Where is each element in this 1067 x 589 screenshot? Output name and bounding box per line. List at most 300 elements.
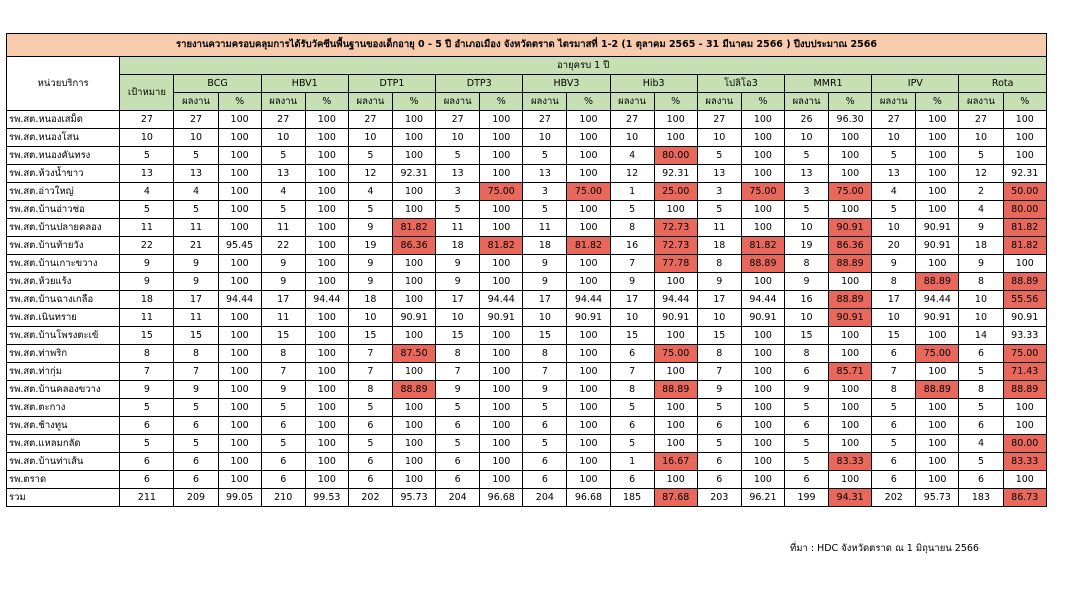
vaccine-header: BCG: [174, 75, 261, 93]
target-cell: 6: [120, 453, 174, 471]
unit-name-cell: รพ.ตราด: [7, 471, 120, 489]
result-cell: 9: [436, 381, 480, 399]
percent-cell: 100: [916, 453, 959, 471]
percent-cell: 100: [654, 111, 697, 129]
percent-cell: 100: [392, 255, 435, 273]
unit-name-cell: รพ.สต.หนองคันทรง: [7, 147, 120, 165]
result-cell: 9: [523, 381, 567, 399]
percent-cell: 100: [305, 363, 348, 381]
result-cell: 6: [959, 417, 1003, 435]
percent-cell: 100: [829, 147, 872, 165]
percent-cell: 100: [305, 273, 348, 291]
result-cell: 15: [348, 327, 392, 345]
percent-cell: 100: [392, 327, 435, 345]
result-cell: 10: [436, 309, 480, 327]
percent-cell: 100: [567, 471, 610, 489]
result-cell: 19: [348, 237, 392, 255]
percent-cell: 100: [305, 453, 348, 471]
result-cell: 5: [348, 147, 392, 165]
result-cell: 9: [523, 273, 567, 291]
unit-header: หน่วยบริการ: [7, 57, 120, 111]
percent-cell: 100: [741, 273, 784, 291]
result-cell: 6: [872, 417, 916, 435]
percent-cell: 100: [916, 201, 959, 219]
result-cell: 5: [174, 435, 218, 453]
coverage-report-sheet: [6, 33, 1047, 507]
target-cell: 5: [120, 147, 174, 165]
percent-cell: 100: [305, 471, 348, 489]
result-cell: 209: [174, 489, 218, 507]
result-cell: 9: [348, 255, 392, 273]
percent-cell: 100: [480, 165, 523, 183]
percent-cell: 87.68: [654, 489, 697, 507]
result-cell: 8: [959, 381, 1003, 399]
percent-subheader: %: [305, 93, 348, 111]
percent-cell: 90.91: [741, 309, 784, 327]
percent-cell: 100: [392, 183, 435, 201]
table-row: [7, 129, 1047, 147]
unit-name-cell: รพ.สต.ห้วยแร้ง: [7, 273, 120, 291]
percent-cell: 100: [480, 381, 523, 399]
result-cell: 11: [697, 219, 741, 237]
result-cell: 6: [610, 417, 654, 435]
result-cell: 6: [872, 345, 916, 363]
unit-name-cell: รพ.สต.หนองโสน: [7, 129, 120, 147]
result-cell: 27: [610, 111, 654, 129]
vaccine-header: MMR1: [784, 75, 871, 93]
percent-cell: 94.44: [654, 291, 697, 309]
result-cell: 9: [436, 255, 480, 273]
result-cell: 204: [436, 489, 480, 507]
result-cell: 10: [610, 129, 654, 147]
percent-cell: 25.00: [654, 183, 697, 201]
unit-name-cell: รพ.สต.แหลมกลัด: [7, 435, 120, 453]
percent-cell: 100: [218, 327, 261, 345]
percent-cell: 100: [567, 129, 610, 147]
percent-cell: 96.68: [480, 489, 523, 507]
percent-cell: 100: [305, 219, 348, 237]
result-cell: 17: [523, 291, 567, 309]
percent-cell: 100: [392, 129, 435, 147]
result-cell: 6: [784, 417, 828, 435]
result-cell: 18: [348, 291, 392, 309]
percent-cell: 90.91: [916, 237, 959, 255]
percent-cell: 100: [829, 327, 872, 345]
percent-cell: 100: [741, 399, 784, 417]
result-cell: 9: [261, 381, 305, 399]
result-cell: 5: [523, 399, 567, 417]
percent-cell: 83.33: [829, 453, 872, 471]
percent-cell: 100: [480, 345, 523, 363]
percent-cell: 100: [654, 399, 697, 417]
unit-name-cell: รพ.สต.บ้านเกาะขวาง: [7, 255, 120, 273]
target-cell: 9: [120, 255, 174, 273]
result-cell: 6: [697, 417, 741, 435]
percent-cell: 92.31: [392, 165, 435, 183]
result-cell: 5: [348, 201, 392, 219]
percent-cell: 100: [392, 453, 435, 471]
result-cell: 10: [523, 129, 567, 147]
result-cell: 27: [523, 111, 567, 129]
result-cell: 6: [872, 471, 916, 489]
result-subheader: ผลงาน: [523, 93, 567, 111]
percent-cell: 100: [305, 165, 348, 183]
result-cell: 6: [436, 453, 480, 471]
percent-cell: 100: [305, 435, 348, 453]
result-cell: 5: [348, 399, 392, 417]
result-cell: 10: [610, 309, 654, 327]
percent-cell: 100: [480, 111, 523, 129]
percent-cell: 100: [916, 399, 959, 417]
result-cell: 8: [174, 345, 218, 363]
result-cell: 7: [697, 363, 741, 381]
percent-cell: 100: [567, 363, 610, 381]
result-cell: 9: [959, 255, 1003, 273]
percent-cell: 95.45: [218, 237, 261, 255]
result-cell: 5: [784, 147, 828, 165]
percent-cell: 100: [567, 327, 610, 345]
percent-cell: 100: [567, 219, 610, 237]
percent-cell: 100: [916, 327, 959, 345]
result-cell: 6: [523, 471, 567, 489]
result-cell: 5: [872, 201, 916, 219]
percent-cell: 100: [392, 111, 435, 129]
title-row: [7, 34, 1047, 57]
result-cell: 27: [174, 111, 218, 129]
percent-cell: 100: [480, 471, 523, 489]
percent-cell: 88.89: [741, 255, 784, 273]
percent-cell: 100: [916, 147, 959, 165]
result-cell: 10: [697, 129, 741, 147]
result-cell: 15: [872, 327, 916, 345]
percent-cell: 96.30: [829, 111, 872, 129]
result-cell: 7: [610, 363, 654, 381]
percent-cell: 100: [392, 435, 435, 453]
result-cell: 17: [610, 291, 654, 309]
percent-cell: 100: [305, 417, 348, 435]
result-cell: 7: [610, 255, 654, 273]
result-cell: 7: [348, 345, 392, 363]
percent-cell: 81.82: [1003, 219, 1046, 237]
percent-cell: 90.91: [1003, 309, 1046, 327]
result-cell: 6: [610, 471, 654, 489]
target-cell: 18: [120, 291, 174, 309]
percent-cell: 81.82: [480, 237, 523, 255]
percent-cell: 100: [1003, 399, 1046, 417]
percent-cell: 100: [916, 255, 959, 273]
percent-cell: 100: [567, 273, 610, 291]
percent-cell: 100: [480, 453, 523, 471]
result-cell: 9: [959, 219, 1003, 237]
result-cell: 11: [174, 219, 218, 237]
percent-cell: 100: [218, 363, 261, 381]
percent-cell: 100: [829, 471, 872, 489]
percent-cell: 100: [741, 381, 784, 399]
percent-cell: 100: [480, 363, 523, 381]
result-cell: 4: [872, 183, 916, 201]
percent-subheader: %: [654, 93, 697, 111]
percent-cell: 94.44: [567, 291, 610, 309]
result-cell: 6: [959, 471, 1003, 489]
result-cell: 5: [261, 435, 305, 453]
table-row: [7, 183, 1047, 201]
percent-cell: 100: [218, 309, 261, 327]
result-cell: 6: [784, 471, 828, 489]
result-cell: 5: [697, 399, 741, 417]
header-row-vaccines: [7, 75, 1047, 93]
percent-cell: 75.00: [916, 345, 959, 363]
percent-cell: 100: [218, 435, 261, 453]
percent-cell: 90.91: [829, 309, 872, 327]
result-cell: 10: [959, 291, 1003, 309]
unit-name-cell: รพ.สต.บ้านฉางเกลือ: [7, 291, 120, 309]
percent-cell: 85.71: [829, 363, 872, 381]
result-cell: 9: [697, 273, 741, 291]
percent-cell: 100: [829, 129, 872, 147]
percent-cell: 100: [829, 399, 872, 417]
percent-cell: 100: [480, 219, 523, 237]
percent-cell: 96.68: [567, 489, 610, 507]
percent-cell: 90.91: [916, 309, 959, 327]
result-cell: 10: [523, 309, 567, 327]
result-cell: 5: [872, 435, 916, 453]
table-row: [7, 219, 1047, 237]
vaccine-header: โปลิโอ3: [697, 75, 784, 93]
result-cell: 27: [959, 111, 1003, 129]
result-cell: 13: [872, 165, 916, 183]
target-cell: 4: [120, 183, 174, 201]
unit-name-cell: รพ.สต.ตะกาง: [7, 399, 120, 417]
percent-cell: 72.73: [654, 237, 697, 255]
result-cell: 4: [348, 183, 392, 201]
percent-cell: 100: [741, 219, 784, 237]
result-cell: 5: [436, 399, 480, 417]
target-cell: 5: [120, 435, 174, 453]
result-cell: 15: [523, 327, 567, 345]
percent-cell: 100: [392, 291, 435, 309]
result-cell: 9: [174, 273, 218, 291]
table-row: [7, 417, 1047, 435]
percent-cell: 94.44: [480, 291, 523, 309]
target-cell: 7: [120, 363, 174, 381]
result-cell: 26: [784, 111, 828, 129]
percent-cell: 100: [392, 417, 435, 435]
result-cell: 6: [348, 417, 392, 435]
percent-cell: 100: [567, 381, 610, 399]
percent-cell: 96.21: [741, 489, 784, 507]
result-cell: 15: [697, 327, 741, 345]
percent-cell: 100: [480, 147, 523, 165]
percent-cell: 100: [480, 435, 523, 453]
table-row: [7, 471, 1047, 489]
unit-name-cell: รพ.สต.บ้านคลองขวาง: [7, 381, 120, 399]
result-cell: 5: [174, 399, 218, 417]
percent-cell: 100: [829, 417, 872, 435]
percent-cell: 100: [305, 201, 348, 219]
vaccine-header: IPV: [872, 75, 959, 93]
result-cell: 13: [697, 165, 741, 183]
percent-cell: 100: [392, 201, 435, 219]
percent-cell: 100: [218, 165, 261, 183]
result-cell: 210: [261, 489, 305, 507]
percent-cell: 100: [480, 129, 523, 147]
percent-cell: 100: [741, 165, 784, 183]
result-cell: 8: [959, 273, 1003, 291]
percent-cell: 100: [916, 435, 959, 453]
result-cell: 5: [610, 201, 654, 219]
percent-cell: 100: [654, 273, 697, 291]
percent-cell: 100: [218, 201, 261, 219]
unit-name-cell: รพ.สต.ช้างทูน: [7, 417, 120, 435]
percent-cell: 100: [392, 363, 435, 381]
result-cell: 7: [872, 363, 916, 381]
percent-cell: 100: [567, 345, 610, 363]
vaccine-header: Hib3: [610, 75, 697, 93]
percent-cell: 100: [567, 435, 610, 453]
result-cell: 6: [348, 471, 392, 489]
result-cell: 11: [174, 309, 218, 327]
result-cell: 10: [348, 129, 392, 147]
percent-cell: 100: [654, 129, 697, 147]
result-cell: 6: [261, 471, 305, 489]
percent-subheader: %: [916, 93, 959, 111]
percent-subheader: %: [392, 93, 435, 111]
percent-cell: 100: [916, 417, 959, 435]
result-cell: 10: [697, 309, 741, 327]
result-cell: 17: [697, 291, 741, 309]
result-subheader: ผลงาน: [872, 93, 916, 111]
table-row: [7, 273, 1047, 291]
result-cell: 8: [784, 255, 828, 273]
percent-cell: 100: [654, 201, 697, 219]
result-cell: 2: [959, 183, 1003, 201]
result-cell: 1: [610, 183, 654, 201]
result-cell: 9: [610, 273, 654, 291]
age-header: อายุครบ 1 ปี: [120, 57, 1047, 75]
result-cell: 18: [959, 237, 1003, 255]
target-cell: 11: [120, 309, 174, 327]
table-row: [7, 201, 1047, 219]
percent-cell: 100: [392, 273, 435, 291]
table-row: [7, 237, 1047, 255]
percent-cell: 75.00: [480, 183, 523, 201]
result-cell: 19: [784, 237, 828, 255]
percent-cell: 80.00: [1003, 435, 1046, 453]
result-cell: 202: [872, 489, 916, 507]
table-body: [7, 111, 1047, 507]
percent-cell: 100: [741, 201, 784, 219]
result-cell: 20: [872, 237, 916, 255]
result-cell: 5: [523, 147, 567, 165]
result-cell: 10: [872, 129, 916, 147]
result-cell: 18: [697, 237, 741, 255]
result-cell: 5: [523, 435, 567, 453]
percent-cell: 100: [567, 399, 610, 417]
percent-cell: 100: [218, 147, 261, 165]
result-cell: 9: [261, 273, 305, 291]
result-cell: 8: [872, 273, 916, 291]
percent-cell: 77.78: [654, 255, 697, 273]
percent-cell: 90.91: [567, 309, 610, 327]
table-row: [7, 327, 1047, 345]
result-cell: 6: [697, 471, 741, 489]
result-cell: 10: [959, 129, 1003, 147]
result-cell: 10: [872, 219, 916, 237]
percent-subheader: %: [480, 93, 523, 111]
result-cell: 5: [610, 399, 654, 417]
percent-cell: 100: [829, 201, 872, 219]
percent-cell: 100: [741, 111, 784, 129]
percent-cell: 75.00: [741, 183, 784, 201]
result-cell: 9: [174, 381, 218, 399]
result-cell: 4: [959, 435, 1003, 453]
result-cell: 203: [697, 489, 741, 507]
percent-cell: 100: [829, 435, 872, 453]
result-cell: 17: [261, 291, 305, 309]
percent-cell: 100: [567, 417, 610, 435]
result-cell: 5: [261, 399, 305, 417]
result-cell: 18: [436, 237, 480, 255]
target-cell: 5: [120, 201, 174, 219]
target-cell: 15: [120, 327, 174, 345]
percent-cell: 94.44: [218, 291, 261, 309]
result-cell: 202: [348, 489, 392, 507]
percent-cell: 55.56: [1003, 291, 1046, 309]
result-cell: 6: [436, 471, 480, 489]
result-cell: 3: [784, 183, 828, 201]
percent-cell: 100: [916, 183, 959, 201]
table-header: [7, 34, 1047, 111]
percent-cell: 100: [741, 417, 784, 435]
table-row: [7, 309, 1047, 327]
result-cell: 11: [436, 219, 480, 237]
result-cell: 5: [697, 435, 741, 453]
result-cell: 11: [261, 219, 305, 237]
target-cell: 10: [120, 129, 174, 147]
result-cell: 5: [959, 363, 1003, 381]
result-cell: 5: [784, 435, 828, 453]
table-row: [7, 381, 1047, 399]
result-cell: 5: [436, 147, 480, 165]
percent-cell: 95.73: [916, 489, 959, 507]
percent-cell: 100: [305, 381, 348, 399]
target-cell: 8: [120, 345, 174, 363]
target-cell: 11: [120, 219, 174, 237]
result-cell: 10: [872, 309, 916, 327]
percent-cell: 100: [392, 471, 435, 489]
result-cell: 9: [261, 255, 305, 273]
result-cell: 8: [436, 345, 480, 363]
result-cell: 3: [697, 183, 741, 201]
percent-cell: 99.53: [305, 489, 348, 507]
result-cell: 1: [610, 453, 654, 471]
percent-cell: 90.91: [916, 219, 959, 237]
percent-cell: 100: [741, 147, 784, 165]
percent-cell: 93.33: [1003, 327, 1046, 345]
result-cell: 3: [523, 183, 567, 201]
percent-subheader: %: [829, 93, 872, 111]
unit-name-cell: รพ.สต.อ่าวใหญ่: [7, 183, 120, 201]
percent-cell: 75.00: [1003, 345, 1046, 363]
result-cell: 13: [523, 165, 567, 183]
percent-cell: 100: [654, 327, 697, 345]
result-cell: 6: [523, 417, 567, 435]
result-subheader: ผลงาน: [697, 93, 741, 111]
result-cell: 17: [872, 291, 916, 309]
result-cell: 27: [436, 111, 480, 129]
table-row: [7, 399, 1047, 417]
result-cell: 204: [523, 489, 567, 507]
